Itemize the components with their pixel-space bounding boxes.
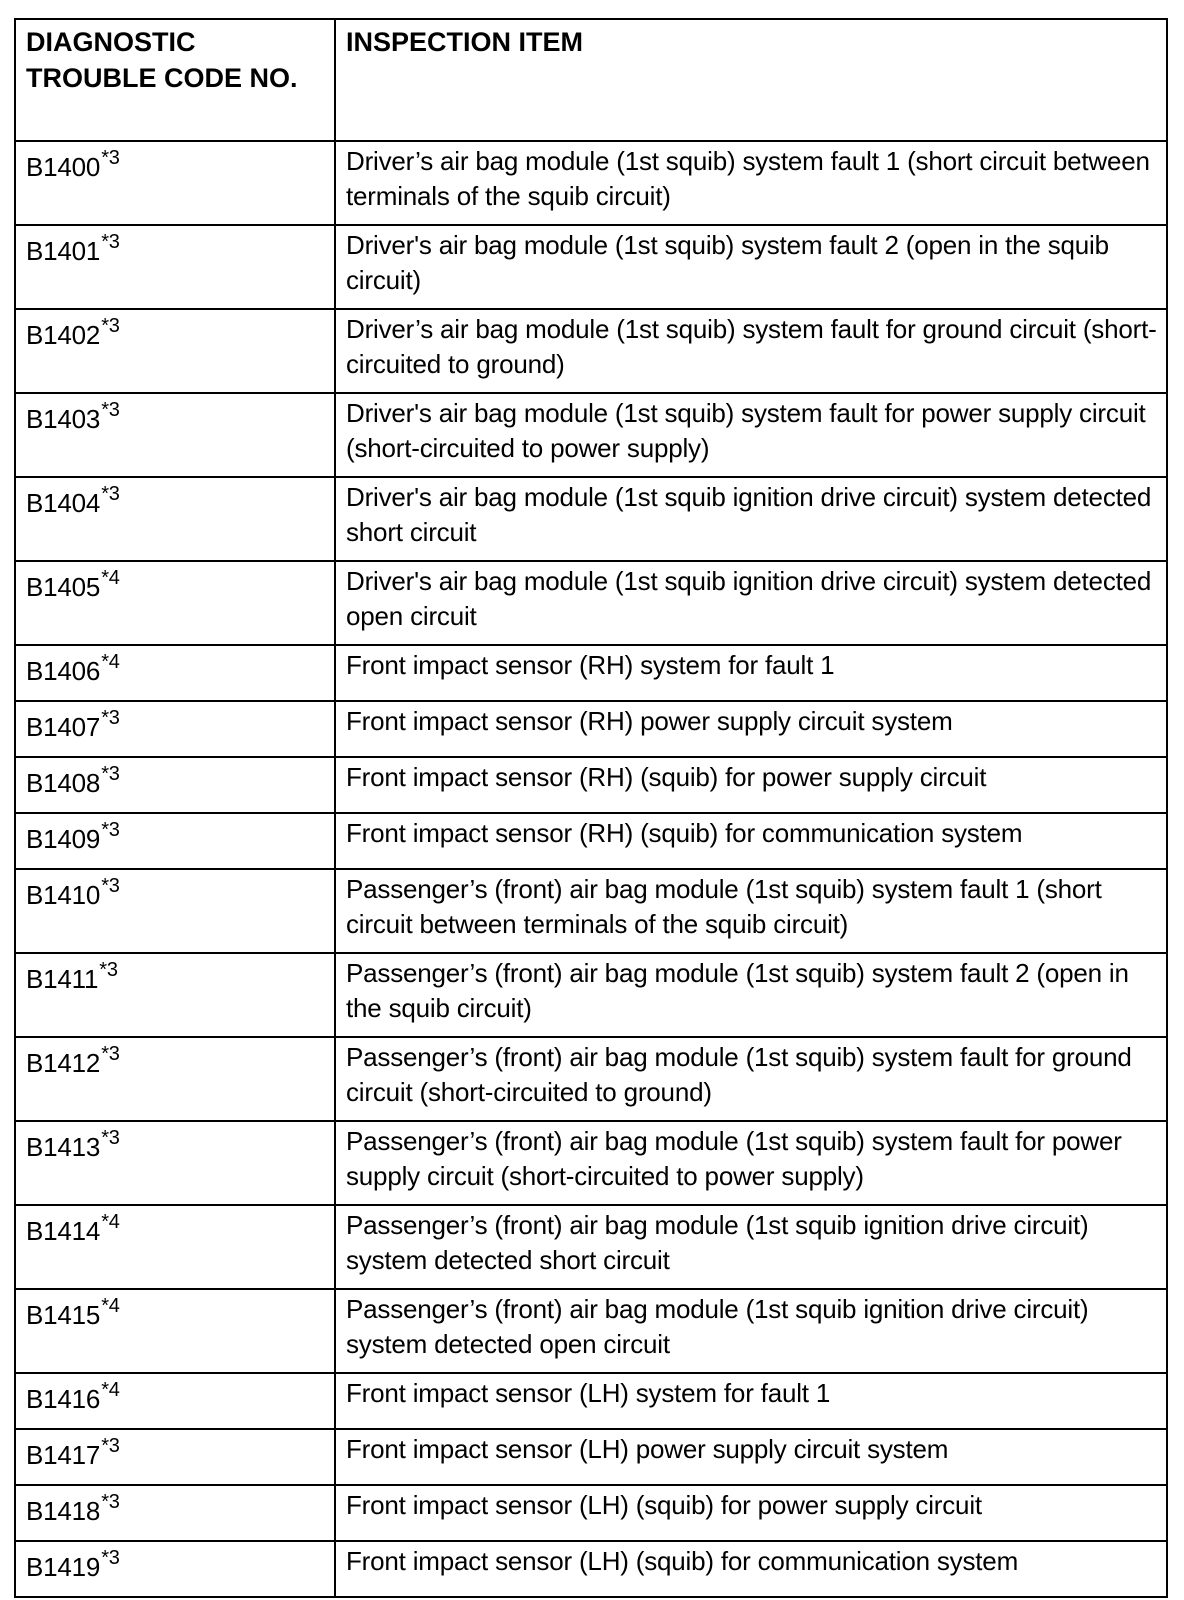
table-row [15, 309, 1167, 393]
table-row [15, 645, 1167, 701]
inspection-item: Driver's air bag module (1st squib) system fault 2 (open in the squib circuit) [335, 225, 1167, 309]
inspection-item: Driver's air bag module (1st squib ignition drive circuit) system detected short circuit [335, 477, 1167, 561]
dtc-code: B1415 [26, 1300, 101, 1330]
dtc-code: B1402 [26, 320, 101, 350]
footnote-mark: *3 [101, 1043, 120, 1065]
table-row [15, 393, 1167, 477]
code-cell [15, 477, 335, 561]
code-cell [15, 1373, 335, 1429]
dtc-code: B1403 [26, 404, 101, 434]
code-cell [15, 1485, 335, 1541]
inspection-item: Front impact sensor (LH) (squib) for communication system [335, 1541, 1167, 1597]
dtc-table [14, 18, 1168, 1598]
inspection-item: Passenger’s (front) air bag module (1st squib) system fault for ground circuit (short-circuited to ground) [335, 1037, 1167, 1121]
table-row [15, 1373, 1167, 1429]
table-row [15, 1121, 1167, 1205]
footnote-mark: *3 [101, 147, 120, 169]
inspection-item: Front impact sensor (RH) power supply circuit system [335, 701, 1167, 757]
inspection-item: Passenger’s (front) air bag module (1st squib ignition drive circuit) system detected open circuit [335, 1289, 1167, 1373]
header-inspection-item: INSPECTION ITEM [335, 19, 1167, 141]
inspection-item: Passenger’s (front) air bag module (1st squib ignition drive circuit) system detected short circuit [335, 1205, 1167, 1289]
code-cell [15, 953, 335, 1037]
inspection-item: Driver's air bag module (1st squib) system fault for power supply circuit (short-circuited to power supply) [335, 393, 1167, 477]
code-cell [15, 225, 335, 309]
inspection-item: Front impact sensor (LH) system for fault 1 [335, 1373, 1167, 1429]
table-row [15, 869, 1167, 953]
dtc-code: B1404 [26, 488, 101, 518]
code-cell [15, 645, 335, 701]
inspection-item: Passenger’s (front) air bag module (1st squib) system fault 1 (short circuit between terminals of the squib circuit) [335, 869, 1167, 953]
dtc-code: B1407 [26, 712, 101, 742]
table-row [15, 1289, 1167, 1373]
dtc-code: B1406 [26, 656, 101, 686]
dtc-code: B1411 [26, 964, 99, 994]
code-cell [15, 869, 335, 953]
footnote-mark: *3 [101, 819, 120, 841]
table-row [15, 225, 1167, 309]
code-cell [15, 1541, 335, 1597]
footnote-mark: *4 [101, 651, 120, 673]
footnote-mark: *3 [101, 1435, 120, 1457]
footnote-mark: *3 [101, 1491, 120, 1513]
inspection-item: Front impact sensor (RH) system for fault 1 [335, 645, 1167, 701]
dtc-code: B1412 [26, 1048, 101, 1078]
footnote-mark: *3 [101, 399, 120, 421]
header-row [15, 19, 1167, 141]
inspection-item: Front impact sensor (RH) (squib) for communication system [335, 813, 1167, 869]
code-cell [15, 1429, 335, 1485]
code-cell [15, 393, 335, 477]
dtc-code: B1418 [26, 1496, 101, 1526]
inspection-item: Driver’s air bag module (1st squib) system fault 1 (short circuit between terminals of the squib circuit) [335, 141, 1167, 225]
dtc-code: B1400 [26, 152, 101, 182]
dtc-code: B1405 [26, 572, 101, 602]
footnote-mark: *4 [101, 1295, 120, 1317]
footnote-mark: *3 [101, 1547, 120, 1569]
footnote-mark: *4 [101, 1379, 120, 1401]
table-row [15, 1205, 1167, 1289]
dtc-code: B1409 [26, 824, 101, 854]
code-cell [15, 1289, 335, 1373]
table-row [15, 757, 1167, 813]
footnote-mark: *3 [101, 231, 120, 253]
inspection-item: Front impact sensor (LH) power supply circuit system [335, 1429, 1167, 1485]
dtc-code: B1410 [26, 880, 101, 910]
header-code: DIAGNOSTIC TROUBLE CODE NO. [15, 19, 335, 141]
table-row [15, 953, 1167, 1037]
dtc-code: B1419 [26, 1552, 101, 1582]
table-row [15, 1429, 1167, 1485]
dtc-code: B1416 [26, 1384, 101, 1414]
inspection-item: Passenger’s (front) air bag module (1st squib) system fault 2 (open in the squib circuit) [335, 953, 1167, 1037]
inspection-item: Driver's air bag module (1st squib ignition drive circuit) system detected open circuit [335, 561, 1167, 645]
dtc-code: B1408 [26, 768, 101, 798]
footnote-mark: *4 [101, 567, 120, 589]
footnote-mark: *3 [101, 1127, 120, 1149]
code-cell [15, 813, 335, 869]
table-row [15, 141, 1167, 225]
inspection-item: Front impact sensor (LH) (squib) for power supply circuit [335, 1485, 1167, 1541]
footnote-mark: *4 [101, 1211, 120, 1233]
inspection-item: Passenger’s (front) air bag module (1st squib) system fault for power supply circuit (short-circuited to power supply) [335, 1121, 1167, 1205]
dtc-code: B1417 [26, 1440, 101, 1470]
table-row [15, 1485, 1167, 1541]
footnote-mark: *3 [101, 763, 120, 785]
code-cell [15, 141, 335, 225]
table-row [15, 1037, 1167, 1121]
inspection-item: Front impact sensor (RH) (squib) for power supply circuit [335, 757, 1167, 813]
dtc-code: B1413 [26, 1132, 101, 1162]
inspection-item: Driver’s air bag module (1st squib) system fault for ground circuit (short-circuited to ground) [335, 309, 1167, 393]
footnote-mark: *3 [99, 959, 118, 981]
table-row [15, 561, 1167, 645]
footnote-mark: *3 [101, 707, 120, 729]
code-cell [15, 561, 335, 645]
table-row [15, 701, 1167, 757]
code-cell [15, 1037, 335, 1121]
table-row [15, 813, 1167, 869]
code-cell [15, 309, 335, 393]
table-row [15, 477, 1167, 561]
code-cell [15, 701, 335, 757]
code-cell [15, 1121, 335, 1205]
footnote-mark: *3 [101, 483, 120, 505]
code-cell [15, 757, 335, 813]
dtc-code: B1414 [26, 1216, 101, 1246]
table-row [15, 1541, 1167, 1597]
dtc-code: B1401 [26, 236, 101, 266]
footnote-mark: *3 [101, 875, 120, 897]
code-cell [15, 1205, 335, 1289]
footnote-mark: *3 [101, 315, 120, 337]
